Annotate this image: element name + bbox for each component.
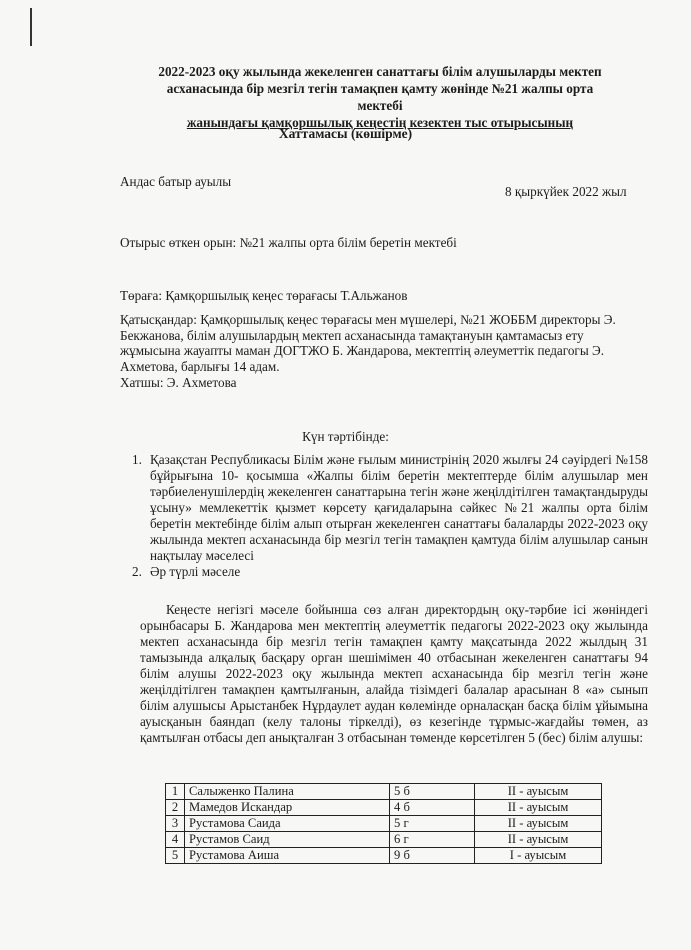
student-grade: 4 б [390, 800, 475, 816]
title-line-1: 2022-2023 оқу жылында жекеленген санаттағы білім алушыларды мектеп [158, 64, 602, 79]
student-shift: II - ауысым [475, 832, 602, 848]
student-shift: II - ауысым [475, 816, 602, 832]
student-name: Мамедов Искандар [185, 800, 390, 816]
title-line-3: жанындағы қамқоршылық кеңестің кезектен тыс отырысының [186, 115, 574, 130]
agenda-item-number: 1. [132, 452, 142, 467]
row-number: 1 [166, 784, 185, 800]
student-name: Рустамов Саид [185, 832, 390, 848]
title-line-2: асханасында бір мезгіл тегін тамақпен қамту жөнінде №21 жалпы орта мектебі [166, 81, 594, 113]
agenda-list [132, 452, 648, 580]
meeting-venue: Отырыс өткен орын: №21 жалпы орта білім беретін мектебі [120, 235, 457, 250]
row-number: 2 [166, 800, 185, 816]
student-name: Рустамова Саида [185, 816, 390, 832]
agenda-item-text: Қазақстан Республикасы Білім және ғылым министрінің 2020 жылғы 24 сәуірдегі №158 бұйрығына 10- қосымша «Жалпы білім беретін мектептерде білім алушылар мен тәрбиеленушілердің жекеленген санаттарына тегін және жеңілдітілген тамақтандыруды ұсыну» мемлекеттік қызмет көрсету қағидаларына сәйкес №21 жалпы орта білім беретін мектебінде білім алып отырған жекеленген санаттағы балаларды 2022-2023 оқу жылында мектеп асханасында бір мезгіл тегін тамақпен қамтуда білім алушылар санын нақтылау мәселесі [150, 452, 648, 563]
student-grade: 5 б [390, 784, 475, 800]
agenda-item [132, 564, 648, 580]
students-table [165, 783, 602, 864]
village-name: Андас батыр ауылы [120, 174, 232, 189]
document-title [150, 63, 610, 131]
row-number: 3 [166, 816, 185, 832]
meeting-date: 8 қыркүйек 2022 жыл [505, 184, 627, 199]
agenda-item-number: 2. [132, 564, 142, 579]
student-name: Рустамова Аиша [185, 848, 390, 864]
document-subtitle: Хаттамасы (көшірме) [278, 126, 413, 141]
row-number: 4 [166, 832, 185, 848]
margin-pen-mark [30, 8, 32, 46]
table-row [166, 784, 602, 800]
agenda-item-text: Әр түрлі мәселе [150, 564, 241, 579]
student-shift: II - ауысым [475, 800, 602, 816]
main-discussion-paragraph: Кеңесте негізгі мәселе бойынша сөз алған директордың оқу-тәрбие ісі жөніндегі орынбасары Б. Жандарова мен мектептің әлеуметтік педагогы 2022-2023 оқу жылында мектеп асханасында бір мезгіл тегін тамақпен қамту мақсатында 2022 жылдың 31 тамызында алқалық басқару орган шешімімен 40 отбасынан жекеленген санаттағы 94 білім алушы 2022-2023 оқу жылында мектеп асханасында бір мезгіл тегін және жеңілдітілген тамақпен қамтылғанын, алайда тізімдегі балалар арасынан 8 «а» сынып білім алушысы Арыстанбек Нұрдаулет аудан көлемінде орналасқан басқа білім ұйымына ауысқанын баяндап (келу талоны тіркелді), өз кезегінде тұрмыс-жағдайы төмен, аз қамтылған отбасы деп анықталған 3 отбасынан төменде көрсетілген 5 (бес) білім алушы: [140, 602, 648, 745]
meeting-chair: Төраға: Қамқоршылық кеңес төрағасы Т.Альжанов [120, 288, 408, 303]
student-shift: I - ауысым [475, 848, 602, 864]
table-row [166, 800, 602, 816]
meeting-secretary: Хатшы: Э. Ахметова [120, 375, 237, 390]
student-grade: 6 г [390, 832, 475, 848]
student-shift: II - ауысым [475, 784, 602, 800]
student-grade: 9 б [390, 848, 475, 864]
table-row [166, 832, 602, 848]
student-name: Салыженко Палина [185, 784, 390, 800]
row-number: 5 [166, 848, 185, 864]
table-row [166, 848, 602, 864]
agenda-heading: Күн тәртібінде: [302, 429, 389, 444]
meeting-participants: Қатысқандар: Қамқоршылық кеңес төрағасы мен мүшелері, №21 ЖОББМ директоры Э. Бекжанова, білім алушылардың мектеп асханасында тамақтануын қамтамасыз ету жұмысына жауапты маман ДОГТЖО Б. Жандарова, мектептің әлеуметтік педагогы Э. Ахметова, барлығы 14 адам. [120, 312, 616, 374]
student-grade: 5 г [390, 816, 475, 832]
table-row [166, 816, 602, 832]
agenda-item [132, 452, 648, 564]
